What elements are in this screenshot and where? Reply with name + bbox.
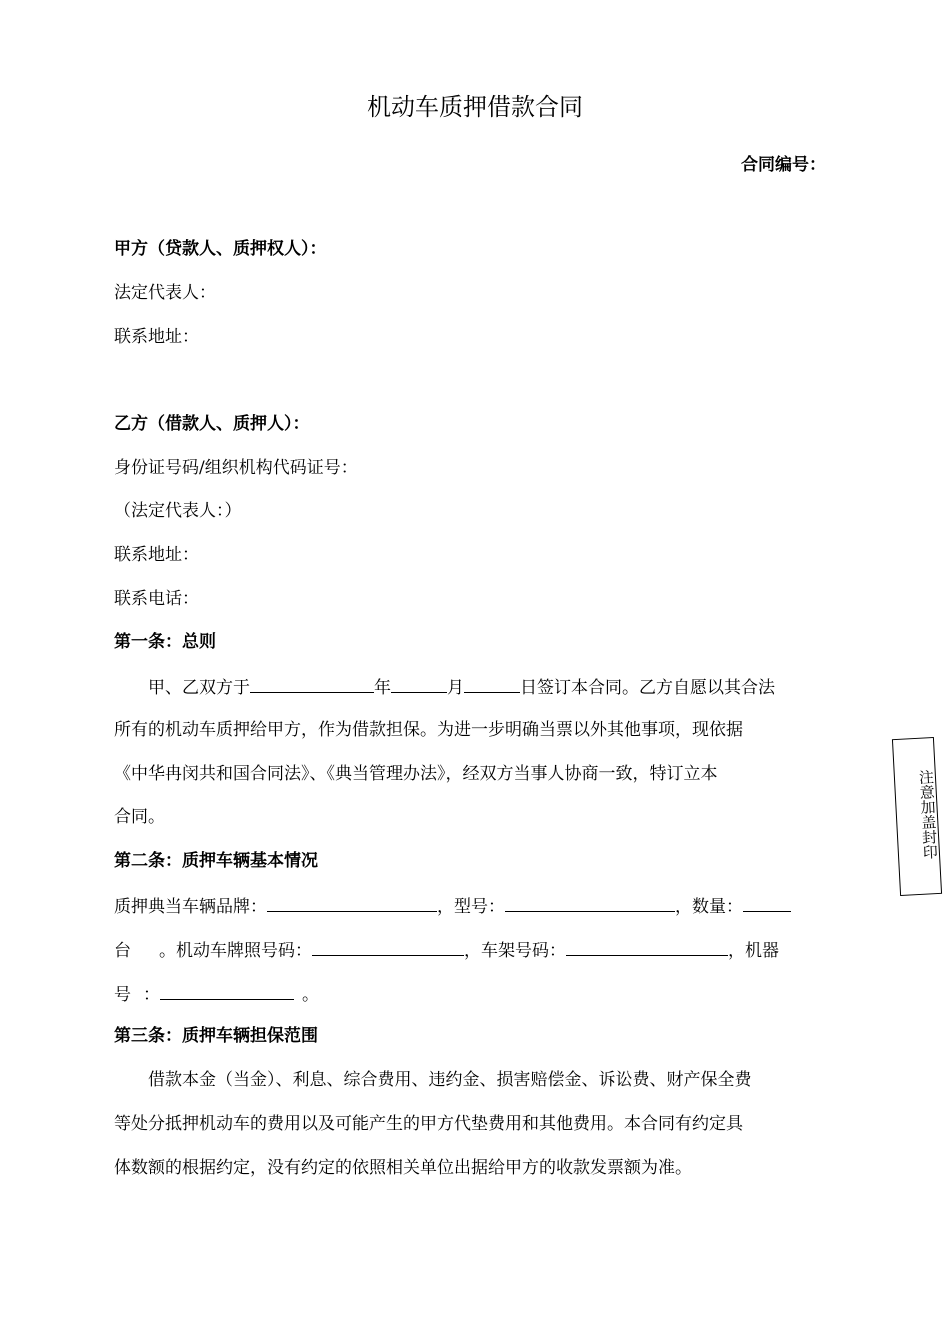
model-blank <box>505 893 675 912</box>
brand-blank <box>267 893 437 912</box>
article-3-line-3: 体数额的根据约定，没有约定的依照相关单位出据给甲方的收款发票额为准。 <box>114 1158 692 1178</box>
article-1-heading: 第一条：总则 <box>114 632 216 652</box>
signing-year-blank <box>250 674 374 693</box>
article-3-line-2: 等处分抵押机动车的费用以及可能产生的甲方代垫费用和其他费用。本合同有约定具 <box>114 1114 743 1134</box>
engine-label-c: ： <box>143 985 160 1005</box>
signing-month-blank <box>391 674 447 693</box>
plate-label: 。机动车牌照号码： <box>159 941 312 961</box>
unit-label: 台 <box>114 941 131 961</box>
article-1-line-2: 所有的机动车质押给甲方，作为借款担保。为进一步明确当票以外其他事项，现依据 <box>114 720 743 740</box>
party-a-rep: 法定代表人： <box>114 283 216 303</box>
frame-blank <box>566 937 728 956</box>
party-a-heading: 甲方（贷款人、质押权人）： <box>114 239 327 259</box>
article-1-text-a: 甲、乙双方于 <box>148 678 250 698</box>
party-b-phone: 联系电话： <box>114 589 199 609</box>
party-b-id: 身份证号码/组织机构代码证号： <box>114 458 358 478</box>
document-title: 机动车质押借款合同 <box>367 93 583 121</box>
article-2-line-1 <box>114 893 791 919</box>
signing-day-blank <box>464 674 520 693</box>
party-b-rep: （法定代表人：） <box>114 501 242 521</box>
article-3-heading: 第三条：质押车辆担保范围 <box>114 1026 318 1046</box>
article-2-end: 。 <box>302 985 319 1005</box>
plate-blank <box>312 937 464 956</box>
article-1-line-1 <box>148 674 775 700</box>
article-1-text-b: 年 <box>374 678 391 698</box>
article-2-line-2 <box>114 937 779 963</box>
engine-label-b: 号 <box>114 985 131 1005</box>
party-b-heading: 乙方（借款人、质押人）： <box>114 414 310 434</box>
quantity-blank <box>743 893 791 912</box>
model-label: ，型号： <box>437 897 505 917</box>
article-2-heading: 第二条：质押车辆基本情况 <box>114 851 318 871</box>
party-b-address: 联系地址： <box>114 545 199 565</box>
quantity-label: ，数量： <box>675 897 743 917</box>
party-a-address: 联系地址： <box>114 327 199 347</box>
engine-label-a: ，机器 <box>728 941 779 961</box>
article-3-line-1: 借款本金（当金）、利息、综合费用、违约金、损害赔偿金、诉讼费、财产保全费 <box>148 1070 752 1090</box>
stamp-note-text: 注意加盖封印 <box>916 769 940 860</box>
article-1-text-c: 月 <box>447 678 464 698</box>
article-1-line-4: 合同。 <box>114 807 165 827</box>
engine-blank <box>160 981 294 1000</box>
stamp-note-box <box>892 737 942 896</box>
contract-number-label: 合同编号： <box>741 155 826 175</box>
article-1-line-3: 《中华冉闵共和国合同法》、《典当管理办法》，经双方当事人协商一致，特订立本 <box>114 764 718 784</box>
frame-label: ，车架号码： <box>464 941 566 961</box>
brand-label: 质押典当车辆品牌： <box>114 897 267 917</box>
article-1-text-d: 日签订本合同。乙方自愿以其合法 <box>520 678 775 698</box>
article-2-line-3 <box>114 981 319 1007</box>
